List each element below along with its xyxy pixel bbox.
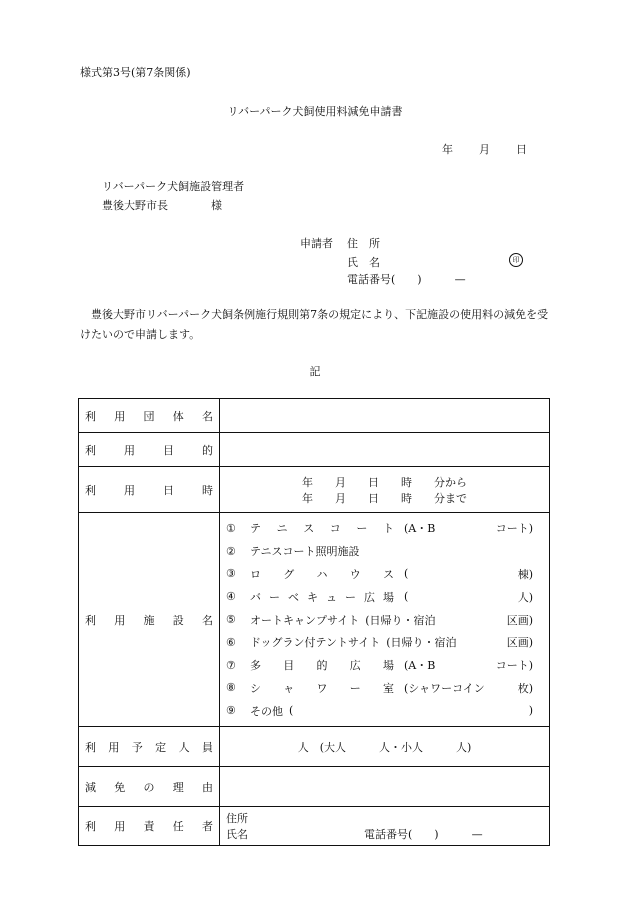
facility-number: ③ bbox=[226, 567, 236, 581]
facility-name: バ ー ベ キ ュ ー 広 場 bbox=[250, 590, 394, 604]
responsible-address-label: 住所 bbox=[226, 812, 248, 826]
label-char: 目 bbox=[163, 443, 174, 457]
purpose-field[interactable] bbox=[220, 433, 550, 467]
facility-number: ⑨ bbox=[226, 704, 236, 718]
facility-detail: (日帰り・宿泊 bbox=[365, 613, 436, 627]
label-char: 用 bbox=[114, 409, 126, 423]
label-char: 施 bbox=[143, 613, 155, 627]
label-char: 利 bbox=[85, 443, 96, 457]
facility-item[interactable] bbox=[226, 585, 533, 608]
label-char: 利 bbox=[85, 409, 96, 423]
datetime-to: 年 月 日 時 分まで bbox=[302, 491, 467, 505]
facility-unit: コート) bbox=[495, 659, 533, 673]
label-char: 名 bbox=[202, 409, 213, 423]
table-row bbox=[79, 433, 550, 467]
label-char: 利 bbox=[85, 483, 96, 497]
responsible-phone-label: 電話番号( ) — bbox=[364, 828, 483, 842]
facility-label bbox=[79, 513, 220, 727]
table-row bbox=[79, 467, 550, 513]
table-row bbox=[79, 513, 550, 727]
facility-unit: 区画) bbox=[506, 613, 533, 627]
body-text: 豊後大野市リバーパーク犬飼条例施行規則第7条の規定により、下記施設の使用料の減免を受けたいので申請します。 bbox=[80, 308, 549, 341]
label-char: 設 bbox=[172, 613, 184, 627]
label-char: 用 bbox=[124, 443, 135, 457]
group-name-field[interactable] bbox=[220, 399, 550, 433]
applicant-name-label: 氏 名 bbox=[347, 256, 380, 269]
facility-number: ④ bbox=[226, 590, 236, 604]
datetime-label bbox=[79, 467, 220, 513]
facility-detail: ( bbox=[289, 704, 294, 718]
facility-number: ⑥ bbox=[226, 635, 236, 649]
facility-unit: コート) bbox=[495, 522, 533, 536]
facility-name: テニスコート照明施設 bbox=[250, 545, 360, 559]
facility-item[interactable] bbox=[226, 699, 533, 722]
application-table bbox=[78, 398, 550, 846]
date-line bbox=[442, 141, 553, 157]
facility-unit: 人) bbox=[517, 590, 533, 604]
table-row bbox=[79, 727, 550, 767]
applicant-label: 申請者 bbox=[300, 237, 333, 250]
date-day: 日 bbox=[516, 143, 527, 156]
label-char: 員 bbox=[201, 740, 213, 754]
label-char: の bbox=[143, 780, 155, 794]
facility-name: テ ニ ス コ ー ト bbox=[250, 522, 394, 536]
facility-detail: ( bbox=[404, 567, 409, 581]
facility-number: ⑦ bbox=[226, 658, 236, 672]
label-char: 用 bbox=[114, 820, 126, 834]
people-label bbox=[79, 727, 220, 767]
facility-number: ② bbox=[226, 544, 236, 558]
label-char: 予 bbox=[131, 740, 143, 754]
label-char: 免 bbox=[114, 780, 126, 794]
facility-detail: (シャワーコイン bbox=[404, 681, 485, 695]
responsible-name-row bbox=[226, 826, 543, 842]
facility-unit: 枚) bbox=[517, 681, 533, 695]
label-char: 減 bbox=[85, 780, 96, 794]
facility-detail: ( bbox=[404, 590, 409, 604]
addressee-mayor: 豊後大野市長 bbox=[102, 199, 168, 212]
facility-number: ⑤ bbox=[226, 613, 236, 627]
label-char: 団 bbox=[143, 409, 155, 423]
datetime-field[interactable] bbox=[220, 467, 550, 513]
label-char: 人 bbox=[178, 740, 190, 754]
responsible-field[interactable] bbox=[220, 807, 550, 846]
applicant-address-label: 住 所 bbox=[347, 237, 380, 250]
facility-item[interactable] bbox=[226, 608, 533, 631]
label-char: 体 bbox=[172, 409, 184, 423]
responsible-label bbox=[79, 807, 220, 846]
label-char: 用 bbox=[114, 613, 126, 627]
purpose-label bbox=[79, 433, 220, 467]
label-char: 利 bbox=[85, 740, 96, 754]
ki-heading: 記 bbox=[309, 365, 321, 378]
label-char: 利 bbox=[85, 820, 96, 834]
applicant-phone-label: 電話番号( ) — bbox=[347, 273, 466, 286]
reason-label bbox=[79, 767, 220, 807]
label-char: 理 bbox=[172, 780, 184, 794]
facility-list bbox=[220, 513, 550, 727]
label-char: 用 bbox=[108, 740, 120, 754]
date-month: 月 bbox=[479, 143, 490, 156]
date-year: 年 bbox=[442, 143, 453, 156]
facility-number: ⑧ bbox=[226, 681, 236, 695]
facility-name: シ ャ ワ ー 室 bbox=[250, 681, 394, 695]
label-char: 責 bbox=[143, 820, 155, 834]
form-title: リバーパーク犬飼使用料減免申請書 bbox=[227, 105, 403, 118]
facility-name: ドッグラン付テントサイト bbox=[250, 636, 381, 650]
group-name-label bbox=[79, 399, 220, 433]
table-row bbox=[79, 807, 550, 846]
facility-name: オートキャンプサイト bbox=[250, 613, 360, 627]
facility-detail: (日帰り・宿泊 bbox=[386, 636, 457, 650]
facility-name: 多 目 的 広 場 bbox=[250, 659, 394, 673]
facility-name: その他 bbox=[250, 704, 283, 718]
label-char: 由 bbox=[202, 780, 213, 794]
form-number: 様式第3号(第7条関係) bbox=[80, 66, 191, 79]
label-char: 的 bbox=[202, 443, 213, 457]
label-char: 利 bbox=[85, 613, 96, 627]
facility-item[interactable] bbox=[226, 540, 533, 563]
facility-name: ロ グ ハ ウ ス bbox=[250, 567, 394, 581]
table-row bbox=[79, 399, 550, 433]
label-char: 時 bbox=[202, 483, 213, 497]
facility-detail: (A・B bbox=[404, 659, 436, 673]
facility-detail: (A・B bbox=[404, 522, 436, 536]
facility-item[interactable] bbox=[226, 654, 533, 677]
seal-mark: 印 bbox=[509, 253, 523, 267]
label-char: 名 bbox=[202, 613, 213, 627]
label-char: 日 bbox=[163, 483, 174, 497]
facility-item[interactable] bbox=[226, 517, 533, 540]
facility-unit: ) bbox=[528, 704, 533, 718]
label-char: 定 bbox=[155, 740, 167, 754]
facility-unit: 棟) bbox=[517, 567, 533, 581]
facility-number: ① bbox=[226, 521, 236, 535]
facility-item[interactable] bbox=[226, 563, 533, 586]
label-char: 任 bbox=[172, 820, 184, 834]
addressee-line1: リバーパーク犬飼施設管理者 bbox=[102, 180, 245, 193]
facility-item[interactable] bbox=[226, 677, 533, 700]
addressee-honorific: 様 bbox=[211, 199, 222, 212]
datetime-from: 年 月 日 時 分から bbox=[302, 475, 467, 489]
label-char: 用 bbox=[124, 483, 135, 497]
table-row bbox=[79, 767, 550, 807]
facility-item[interactable] bbox=[226, 631, 533, 654]
label-char: 者 bbox=[202, 820, 213, 834]
addressee-line2 bbox=[102, 197, 222, 213]
facility-unit: 区画) bbox=[506, 636, 533, 650]
reason-field[interactable] bbox=[220, 767, 550, 807]
people-field[interactable]: 人 (大人 人・小人 人) bbox=[220, 727, 550, 767]
responsible-name-label: 氏名 bbox=[226, 828, 248, 842]
